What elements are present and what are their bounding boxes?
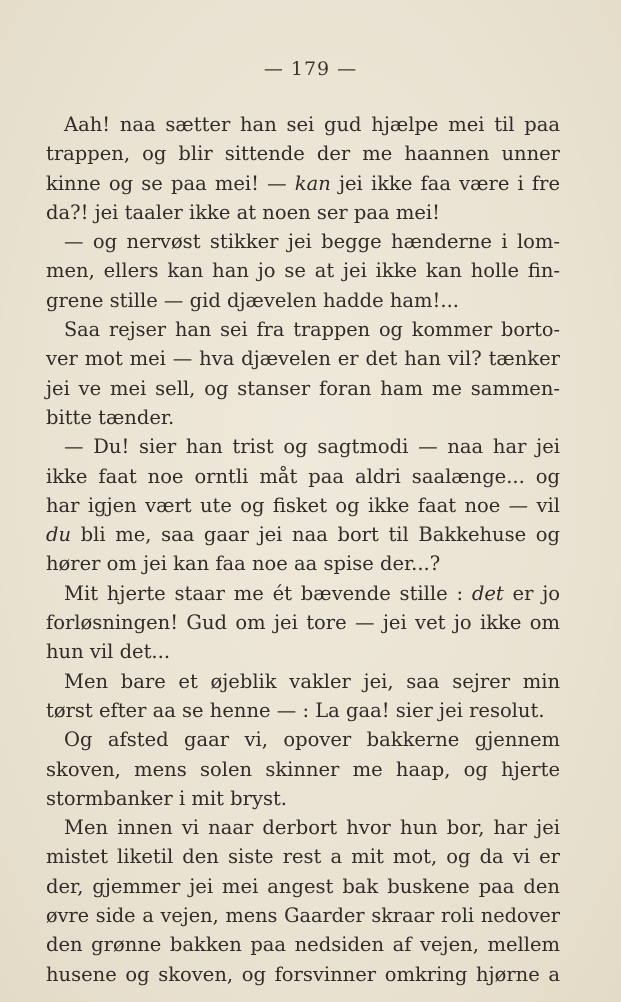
text-line (46, 755, 560, 784)
italic-word: det (471, 581, 504, 605)
text-span: Men innen vi naar derbort hvor hun bor, har jei (64, 816, 560, 840)
text-span: bli me, saa gaar jei naa bort til Bakkehuse og (71, 523, 560, 547)
text-line (46, 256, 560, 285)
text-span: Men bare et øjeblik vakler jei, saa sejrer min (64, 669, 560, 693)
text-span: kinne og se paa mei! — (46, 171, 295, 195)
text-line (46, 813, 560, 842)
text-span: tørst efter aa se henne — : La gaa! sier jei resolut. (46, 698, 545, 722)
text-line (46, 667, 560, 696)
text-span: hun vil det... (46, 640, 171, 664)
text-line (46, 872, 560, 901)
text-line (46, 403, 560, 432)
text-line (46, 169, 560, 198)
text-span: er jo (503, 581, 561, 605)
text-line (46, 374, 560, 403)
text-line (46, 960, 560, 989)
text-line (46, 842, 560, 871)
text-line (46, 432, 560, 461)
text-span: — og nervøst stikker jei begge hænderne i lom- (64, 230, 560, 254)
italic-word: kan (294, 171, 331, 195)
text-span: da?! jei taaler ikke at noen ser paa mei! (46, 200, 440, 224)
text-span: der, gjemmer jei mei angest bak buskene paa den (46, 874, 560, 898)
text-line (46, 579, 560, 608)
text-span: trappen, og blir sittende der me haannen unner (46, 142, 560, 166)
text-span: skoven, mens solen skinner me haap, og hjerte (46, 757, 560, 781)
text-span: grene stille — gid djævelen hadde ham!... (46, 288, 459, 312)
text-line (46, 725, 560, 754)
text-line (46, 344, 560, 373)
body-text (46, 110, 560, 989)
text-line (46, 784, 560, 813)
text-line (46, 901, 560, 930)
text-span: ikke faat noe orntli måt paa aldri saalænge... og (46, 464, 560, 488)
text-span: har igjen vært ute og fisket og ikke faat noe — vil (46, 493, 560, 517)
text-span: hører om jei kan faa noe aa spise der...? (46, 552, 441, 576)
text-span: men, ellers kan han jo se at jei ikke kan holle fin- (46, 259, 560, 283)
text-line (46, 930, 560, 959)
text-span: Saa rejser han sei fra trappen og kommer borto- (64, 318, 560, 342)
text-line (46, 110, 560, 139)
text-span: stormbanker i mit bryst. (46, 786, 287, 810)
text-span: forløsningen! Gud om jei tore — jei vet jo ikke om (46, 611, 560, 635)
text-line (46, 637, 560, 666)
page-number: — 179 — (263, 58, 358, 80)
text-span: jei ve mei sell, og stanser foran ham me sammen- (46, 376, 560, 400)
text-line (46, 696, 560, 725)
text-span: — Du! sier han trist og sagtmodi — naa har jei (64, 435, 560, 459)
text-span: mistet liketil den siste rest a mit mot, og da vi er (46, 845, 560, 869)
text-line (46, 520, 560, 549)
text-line (46, 315, 560, 344)
text-span: Aah! naa sætter han sei gud hjælpe mei til paa (64, 113, 560, 136)
text-span: øvre side a vejen, mens Gaarder skraar roli nedover (46, 904, 560, 928)
text-span: Mit hjerte staar me ét bævende stille : (64, 581, 472, 605)
text-span: jei ikke faa være i fre (330, 171, 560, 195)
text-span: Og afsted gaar vi, opover bakkerne gjennem (64, 728, 560, 752)
text-line (46, 462, 560, 491)
text-span: den grønne bakken paa nedsiden af vejen, mellem (46, 933, 560, 957)
italic-word: du (46, 523, 72, 547)
text-span: ver mot mei — hva djævelen er det han vil? tænker (46, 347, 560, 371)
text-line (46, 198, 560, 227)
text-line (46, 491, 560, 520)
text-span: bitte tænder. (46, 405, 175, 429)
text-line (46, 227, 560, 256)
text-span: husene og skoven, og forsvinner omkring hjørne a (46, 962, 560, 986)
text-line (46, 286, 560, 315)
text-line (46, 608, 560, 637)
text-line (46, 139, 560, 168)
text-line (46, 549, 560, 578)
